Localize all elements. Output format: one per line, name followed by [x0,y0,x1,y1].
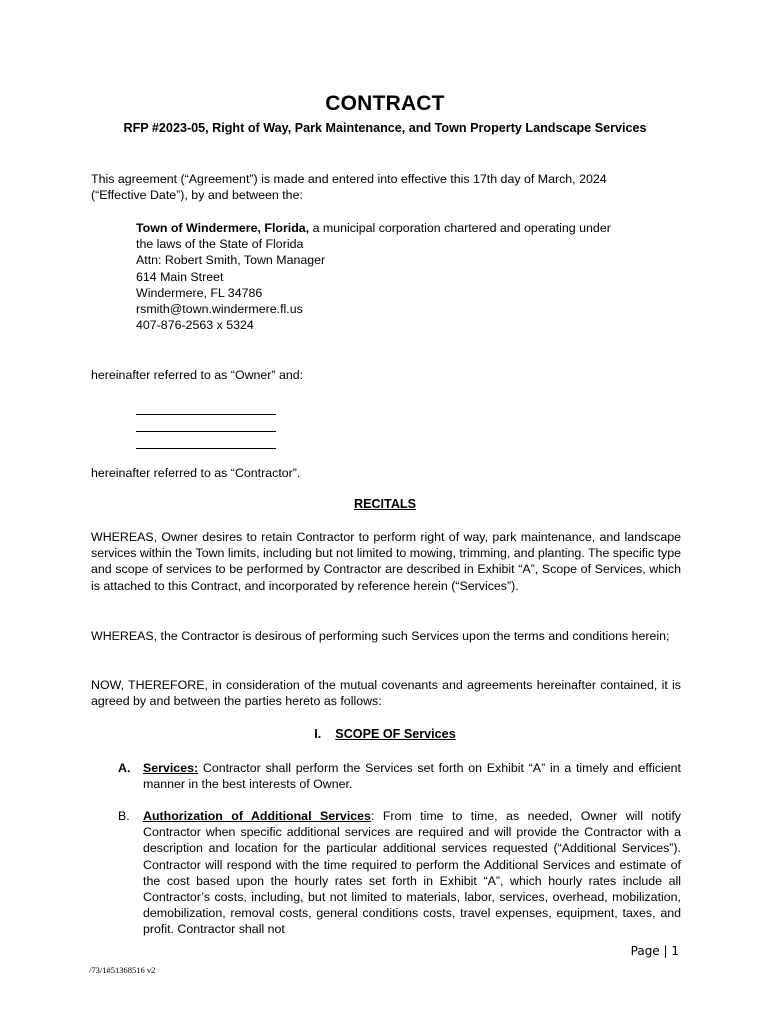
owner-street: 614 Main Street [136,269,224,284]
list-item-a [118,760,681,792]
item-a-text: Contractor shall perform the Services set forth on Exhibit “A” in a timely and efficient manner in the best interests of Owner. [143,761,681,792]
item-b-marker: B. [118,809,130,823]
item-b-text: : From time to time, as needed, Owner will notify Contractor when specific additional services are required and will provide the Contractor with a description and location for the particular additional services requested (“Additional Services”). Contractor will respond with the time required to perform the Additional Services and estimate of the cost based upon the hourly rates set forth in Exhibit “A”, which hourly rates include all Contractor’s costs, including, but not limited to materials, labor, services, overhead, mobilization, demobilization, removal costs, general conditions costs, travel expenses, equipment, taxes, and profit. Contractor shall not [143,809,681,937]
owner-reference: hereinafter referred to as “Owner” and: [91,368,304,382]
owner-city: Windermere, FL 34786 [136,285,263,300]
whereas-paragraph-2: WHEREAS, the Contractor is desirous of performing such Services upon the terms and conditions herein; [91,629,670,643]
contractor-blank-2 [136,415,276,432]
recitals-heading: RECITALS [353,497,417,511]
owner-desc-1: a municipal corporation chartered and operating under [309,221,611,235]
document-id: /73/1#51368516 v2 [89,965,156,975]
contractor-blank-3 [136,432,276,449]
whereas-paragraph-1: WHEREAS, Owner desires to retain Contractor to perform right of way, park maintenance, and landscape services within the Town limits, including but not limited to mowing, trimming, and planting. The specific type and scope of services to be performed by Contractor are described in Exhibit “A”, Scope of Services, which is attached to this Contract, and incorporated by reference herein (“Services”). [91,530,681,593]
section-1-number: I. [314,727,322,741]
owner-desc-2: the laws of the State of Florida [136,237,304,252]
page-number: Page | 1 [630,944,679,958]
owner-attn: Attn: Robert Smith, Town Manager [136,253,326,268]
contractor-blank-lines [136,398,681,449]
item-a-label: Services: [143,761,199,775]
contractor-reference: hereinafter referred to as “Contractor”. [91,466,301,480]
document-title: CONTRACT [325,92,445,115]
intro-line-2: (“Effective Date”), by and between the: [91,188,303,203]
owner-name: Town of Windermere, Florida, [136,221,310,235]
owner-address-block [136,220,681,333]
now-therefore-paragraph: NOW, THEREFORE, in consideration of the mutual covenants and agreements hereinafter contained, it is agreed by and between the parties hereto as follows: [91,678,681,709]
item-b-label: Authorization of Additional Services [143,809,371,823]
intro-line-1: This agreement (“Agreement”) is made and entered into effective this 17th day of March, 2024 [91,172,607,186]
section-1-title: SCOPE OF Services [335,727,456,741]
item-a-marker: A. [118,761,131,775]
intro-paragraph [91,171,681,203]
owner-email: rsmith@town.windermere.fl.us [136,302,303,317]
list-item-b [118,808,681,938]
section-1-heading [0,727,770,741]
rfp-subtitle: RFP #2023-05, Right of Way, Park Maintenance, and Town Property Landscape Services [123,121,647,135]
owner-phone: 407-876-2563 x 5324 [136,318,254,333]
contractor-blank-1 [136,398,276,415]
